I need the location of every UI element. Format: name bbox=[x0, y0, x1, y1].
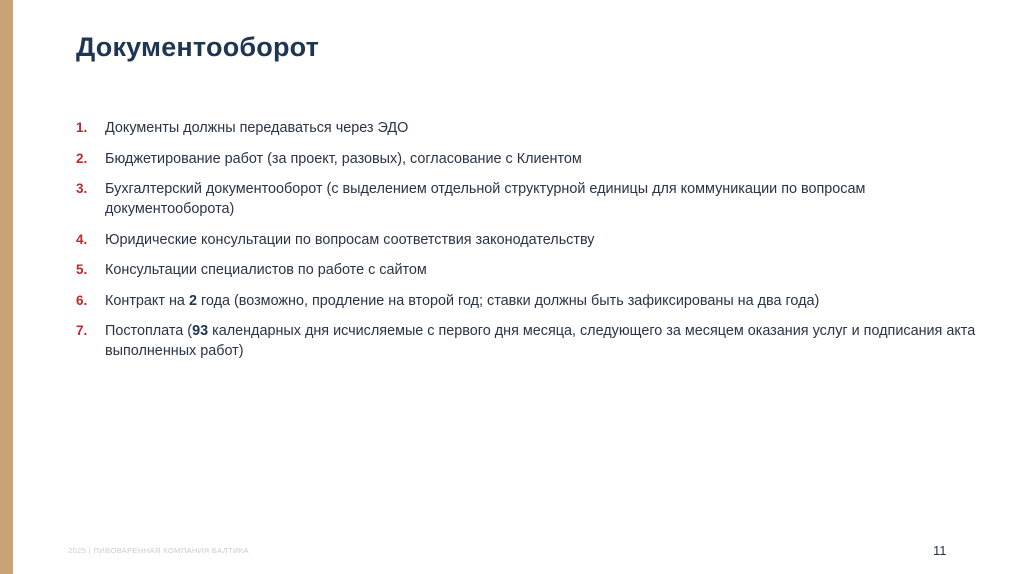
numbered-list bbox=[76, 118, 976, 372]
item-number: 4. bbox=[76, 231, 88, 247]
item-number: 3. bbox=[76, 181, 88, 196]
item-number: 5. bbox=[76, 262, 88, 277]
item-number: 2. bbox=[76, 150, 88, 166]
list-item bbox=[76, 118, 976, 138]
list-item bbox=[76, 321, 976, 361]
list-item bbox=[76, 179, 976, 219]
item-text: Контракт на 2 года (возможно, продление на второй год; ставки должны быть зафиксированы на два года) bbox=[105, 292, 820, 309]
item-text: Постоплата (93 календарных дня исчисляемые с первого дня месяца, следующего за месяцем оказания услуг и подписания акта выполненных работ) bbox=[105, 323, 976, 359]
item-number: 6. bbox=[76, 292, 88, 308]
list-item bbox=[76, 260, 976, 280]
list-item bbox=[76, 149, 976, 169]
list-item bbox=[76, 291, 976, 311]
page-number: 11 bbox=[933, 543, 947, 558]
item-text: Бюджетирование работ (за проект, разовых), согласование с Клиентом bbox=[105, 150, 582, 167]
slide-title: Документооборот bbox=[76, 32, 320, 62]
item-text: Консультации специалистов по работе с сайтом bbox=[105, 262, 427, 278]
item-number: 7. bbox=[76, 323, 88, 338]
footer-text: 2025 | ПИВОВАРЕННАЯ КОМПАНИЯ БАЛТИКА bbox=[68, 546, 249, 555]
item-number: 1. bbox=[76, 120, 88, 135]
slide-accent-bar bbox=[0, 0, 13, 574]
item-text: Юридические консультации по вопросам соответствия законодательству bbox=[105, 231, 595, 248]
list-item bbox=[76, 230, 976, 250]
item-text: Документы должны передаваться через ЭДО bbox=[105, 120, 409, 136]
emphasis-number: 2 bbox=[188, 292, 197, 309]
emphasis-number: 93 bbox=[192, 323, 209, 339]
item-text: Бухгалтерский документооборот (с выделением отдельной структурной единицы для коммуникации по вопросам документооборота) bbox=[105, 181, 866, 217]
